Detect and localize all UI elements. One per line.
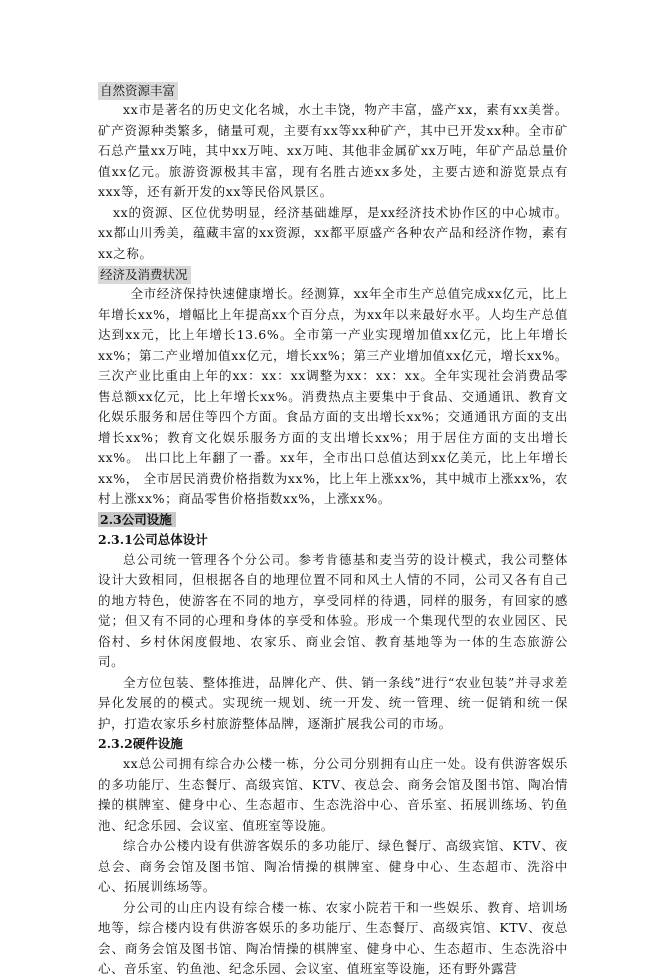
- nature-resources-paragraph-2: xx的资源、区位优势明显，经济基础雄厚，是xx经济技术协作区的中心城市。xx都山川秀美，蕴藏丰富的xx资源，xx都平原盛产各种农产品和经济作物，素有xx之称。: [98, 204, 568, 261]
- nature-resources-heading: 自然资源丰富: [98, 82, 178, 100]
- section-heading-facilities-label: 2.3公司设施: [98, 512, 176, 527]
- nature-resources-paragraph-1: xx市是著名的历史文化名城，水土丰饶，物产丰富，盛产xx，素有xx美誉。矿产资源种类繁多，储量可观，主要有xx等xx种矿产，其中已开发xx种。全市矿石总产量xx万吨，其中xx万吨、xx万吨、其他非金属矿xx万吨，年矿产品总量价值xx亿元。旅游资源极其丰富，现有名胜古迹xx多处，主要古迹和游览景点有xxx等，还有新开发的xx等民俗风景区。: [98, 102, 568, 199]
- overall-design-paragraph-1: 总公司统一管理各个分公司。参考肯德基和麦当劳的设计模式，我公司整体设计大致相同，但根据各自的地理位置不同和风土人情的不同，公司又各有自己的地方特色，使游客在不同的地方，享受同样的待遇，同样的服务，有回家的感觉；但又有不同的心理和身体的享受和体验。形成一个集现代型的农业园区、民俗村、乡村休闲度假地、农家乐、商业会馆、教育基地等为一体的生态旅游公司。: [98, 551, 568, 669]
- section-heading-facilities: [98, 510, 568, 530]
- subsection-heading-hardware: 2.3.2硬件设施: [98, 736, 183, 751]
- document-page: [98, 80, 568, 980]
- subsection-heading-overall-design: 2.3.1公司总体设计: [98, 531, 208, 547]
- economy-paragraph: 全市经济保持快速健康增长。经测算，xx年全市生产总值完成xx亿元，比上年增长xx%，增幅比上年提高xx个百分点，为xx年以来最好水平。人均生产总值达到xx元，比上年增长13.6%。全市第一产业实现增加值xx亿元，比上年增长xx%；第二产业增加值xx亿元，增长xx%；第三产业增加值xx亿元，增长xx%。三次产业比重由上年的xx：xx：xx调整为xx：xx：xx。全年实现社会消费品零售总额xx亿元，比上年增长xx%。消费热点主要集中于食品、交通通讯、教育文化娱乐服务和居住等四个方面。食品方面的支出增长xx%；交通通讯方面的支出增长xx%；教育文化娱乐服务方面的支出增长xx%；用于居住方面的支出增长xx%。 出口比上年翻了一番。xx年，全市出口总值达到xx亿美元，比上年增长xx%， 全市居民消费价格指数为xx%，比上年上涨xx%，其中城市上涨xx%，农村上涨xx%；商品零售价格指数xx%，上涨xx%。: [98, 286, 568, 506]
- hardware-paragraph-2: 综合办公楼内设有供游客娱乐的多功能厅、绿色餐厅、高级宾馆、KTV、夜总会、商务会馆及图书馆、陶冶情操的棋牌室、健身中心、生态超市、洗浴中心、拓展训练场等。: [98, 838, 568, 894]
- hardware-paragraph-1: xx总公司拥有综合办公楼一栋，分公司分别拥有山庄一处。设有供游客娱乐的多功能厅、生态餐厅、高级宾馆、KTV、夜总会、商务会馆及图书馆、陶冶情操的棋牌室、健身中心、生态超市、生态洗浴中心、音乐室、拓展训练场、钓鱼池、纪念乐园、会议室、值班室等设施。: [98, 756, 568, 833]
- economy-heading: 经济及消费状况: [98, 266, 191, 284]
- overall-design-paragraph-2: 全方位包装、整体推进，品牌化产、供、销一条线”进行“农业包装”并寻求差异化发展的的模式。实现统一规划、统一开发、统一管理、统一促销和统一保护，打造农家乐乡村旅游整体品牌，逐渐扩展我公司的市场。: [98, 674, 568, 731]
- hardware-paragraph-3: 分公司的山庄内设有综合楼一栋、农家小院若干和一些娱乐、教育、培训场地等，综合楼内设有供游客娱乐的多功能厅、生态餐厅、高级宾馆、KTV、夜总会、商务会馆及图书馆、陶冶情操的棋牌室、健身中心、生态超市、生态洗浴中心、音乐室、钓鱼池、纪念乐园、会议室、值班室等设施，还有野外露营: [98, 899, 568, 976]
